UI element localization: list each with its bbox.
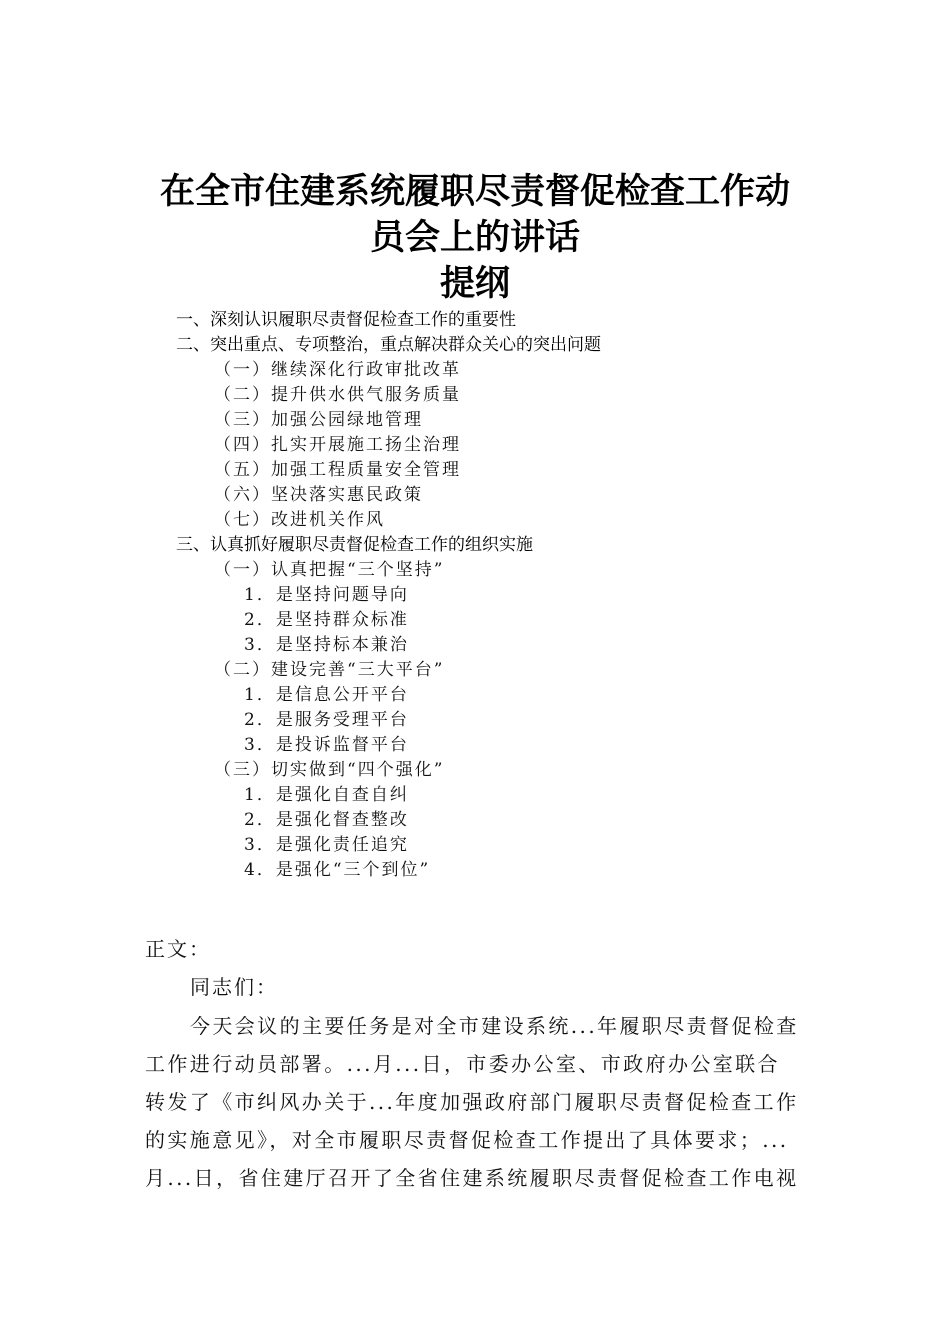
outline-section-3: 三、认真抓好履职尽责督促检查工作的组织实施	[176, 535, 533, 555]
outline-point: 2．是坚持群众标准	[244, 610, 409, 630]
document-title-line-1: 在全市住建系统履职尽责督促检查工作动	[159, 172, 790, 212]
paragraph-line: 的实施意见》，对全市履职尽责督促检查工作提出了具体要求；...	[145, 1128, 789, 1152]
outline-subitem: （三）切实做到“四个强化”	[214, 760, 445, 780]
body-label: 正文：	[145, 937, 211, 961]
outline-point: 2．是强化督查整改	[244, 810, 409, 830]
outline-subitem: （五）加强工程质量安全管理	[214, 460, 461, 480]
paragraph-line: 转发了《市纠风办关于...年度加强政府部门履职尽责督促检查工作	[145, 1090, 799, 1114]
outline-point: 3．是强化责任追究	[244, 835, 409, 855]
paragraph-line: 今天会议的主要任务是对全市建设系统...年履职尽责督促检查	[190, 1014, 799, 1038]
outline-point: 1．是信息公开平台	[244, 685, 409, 705]
outline-subitem: （二）提升供水供气服务质量	[214, 385, 461, 405]
outline-point: 1．是坚持问题导向	[244, 585, 409, 605]
outline-point: 2．是服务受理平台	[244, 710, 409, 730]
outline-point: 1．是强化自查自纠	[244, 785, 409, 805]
document-title-line-2: 员会上的讲话	[369, 218, 580, 258]
outline-point: 3．是坚持标本兼治	[244, 635, 409, 655]
outline-subitem: （二）建设完善“三大平台”	[214, 660, 445, 680]
outline-section-1: 一、深刻认识履职尽责督促检查工作的重要性	[176, 310, 516, 330]
outline-point: 3．是投诉监督平台	[244, 735, 409, 755]
salutation: 同志们：	[190, 975, 278, 999]
outline-subitem: （六）坚决落实惠民政策	[214, 485, 423, 505]
paragraph-line: 工作进行动员部署。...月...日，市委办公室、市政府办公室联合	[145, 1052, 780, 1076]
outline-point: 4．是强化“三个到位”	[244, 860, 431, 880]
outline-subitem: （七）改进机关作风	[214, 510, 385, 530]
paragraph-line: 月...日，省住建厅召开了全省住建系统履职尽责督促检查工作电视	[145, 1166, 799, 1190]
outline-subitem: （三）加强公园绿地管理	[214, 410, 423, 430]
outline-subitem: （一）认真把握“三个坚持”	[214, 560, 445, 580]
outline-subitem: （一）继续深化行政审批改革	[214, 360, 461, 380]
outline-heading: 提纲	[439, 264, 510, 304]
outline-subitem: （四）扎实开展施工扬尘治理	[214, 435, 461, 455]
outline-section-2: 二、突出重点、专项整治，重点解决群众关心的突出问题	[176, 335, 601, 355]
